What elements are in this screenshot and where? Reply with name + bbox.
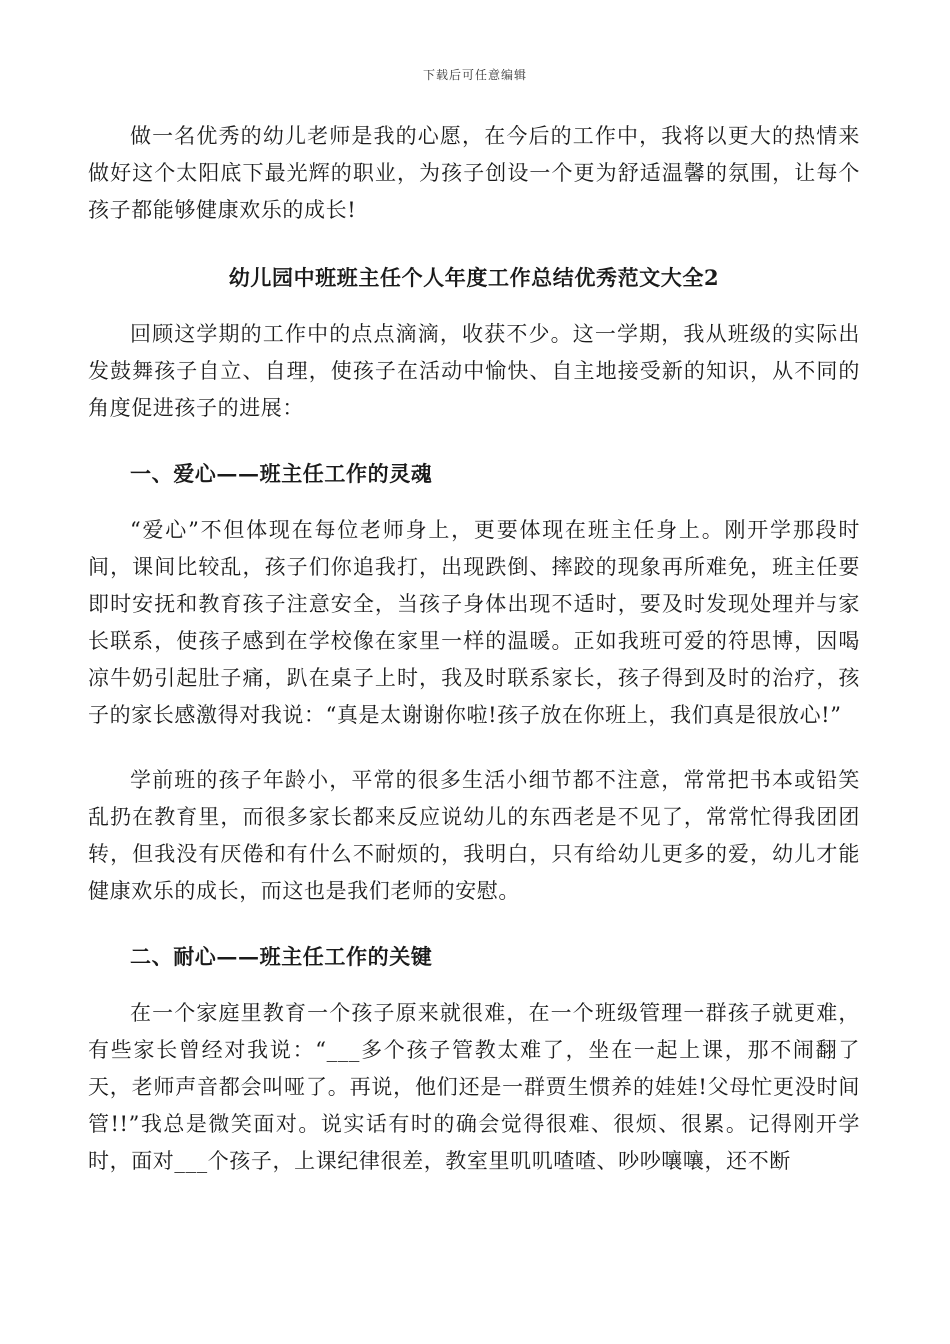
paragraph-intro: 做一名优秀的幼儿老师是我的心愿，在今后的工作中，我将以更大的热情来做好这个太阳底下最光辉的职业，为孩子创设一个更为舒适温馨的氛围，让每个孩子都能够健康欢乐的成长! bbox=[88, 124, 860, 222]
section-heading-patience: 二、耐心——班主任工作的关键 bbox=[130, 944, 433, 969]
paragraph-patience-1: 在一个家庭里教育一个孩子原来就很难，在一个班级管理一群孩子就更难，有些家长曾经对我说：“___多个孩子管教太难了，坐在一起上课，那不闹翻了天，老师声音都会叫哑了。再说，他们还是一群贾生惯养的娃娃!父母忙更没时间管!!”我总是微笑面对。说实话有时的确会觉得很难、很烦、很累。记得刚开学时，面对___个孩子，上课纪律很差，教室里叽叽喳喳、吵吵嚷嚷，还不断 bbox=[88, 1001, 860, 1173]
paragraph-love-2: 学前班的孩子年龄小，平常的很多生活小细节都不注意，常常把书本或铅笑乱扔在教育里，而很多家长都来反应说幼儿的东西老是不见了，常常忙得我团团转，但我没有厌倦和有什么不耐烦的，我明白，只有给幼儿更多的爱，幼儿才能健康欢乐的成长，而这也是我们老师的安慰。 bbox=[88, 768, 860, 903]
paragraph-review: 回顾这学期的工作中的点点滴滴，收获不少。这一学期，我从班级的实际出发鼓舞孩子自立、自理，使孩子在活动中愉快、自主地接受新的知识，从不同的角度促进孩子的进展： bbox=[88, 322, 860, 420]
paragraph-love-1: “爱心”不但体现在每位老师身上，更要体现在班主任身上。刚开学那段时间，课间比较乱，孩子们你追我打，出现跌倒、摔跤的现象再所难免，班主任要即时安抚和教育孩子注意安全，当孩子身体出现不适时，要及时发现处理并与家长联系，使孩子感到在学校像在家里一样的温暖。正如我班可爱的符思博，因喝凉牛奶引起肚子痛，趴在桌子上时，我及时联系家长，孩子得到及时的治疗，孩子的家长感激得对我说：“真是太谢谢你啦!孩子放在你班上，我们真是很放心!” bbox=[88, 518, 860, 727]
page-header: 下载后可任意编辑 bbox=[422, 68, 527, 82]
section-heading-love: 一、爱心——班主任工作的灵魂 bbox=[130, 461, 433, 486]
document-body bbox=[88, 118, 860, 1180]
document-title: 幼儿园中班班主任个人年度工作总结优秀范文大全2 bbox=[228, 265, 720, 290]
